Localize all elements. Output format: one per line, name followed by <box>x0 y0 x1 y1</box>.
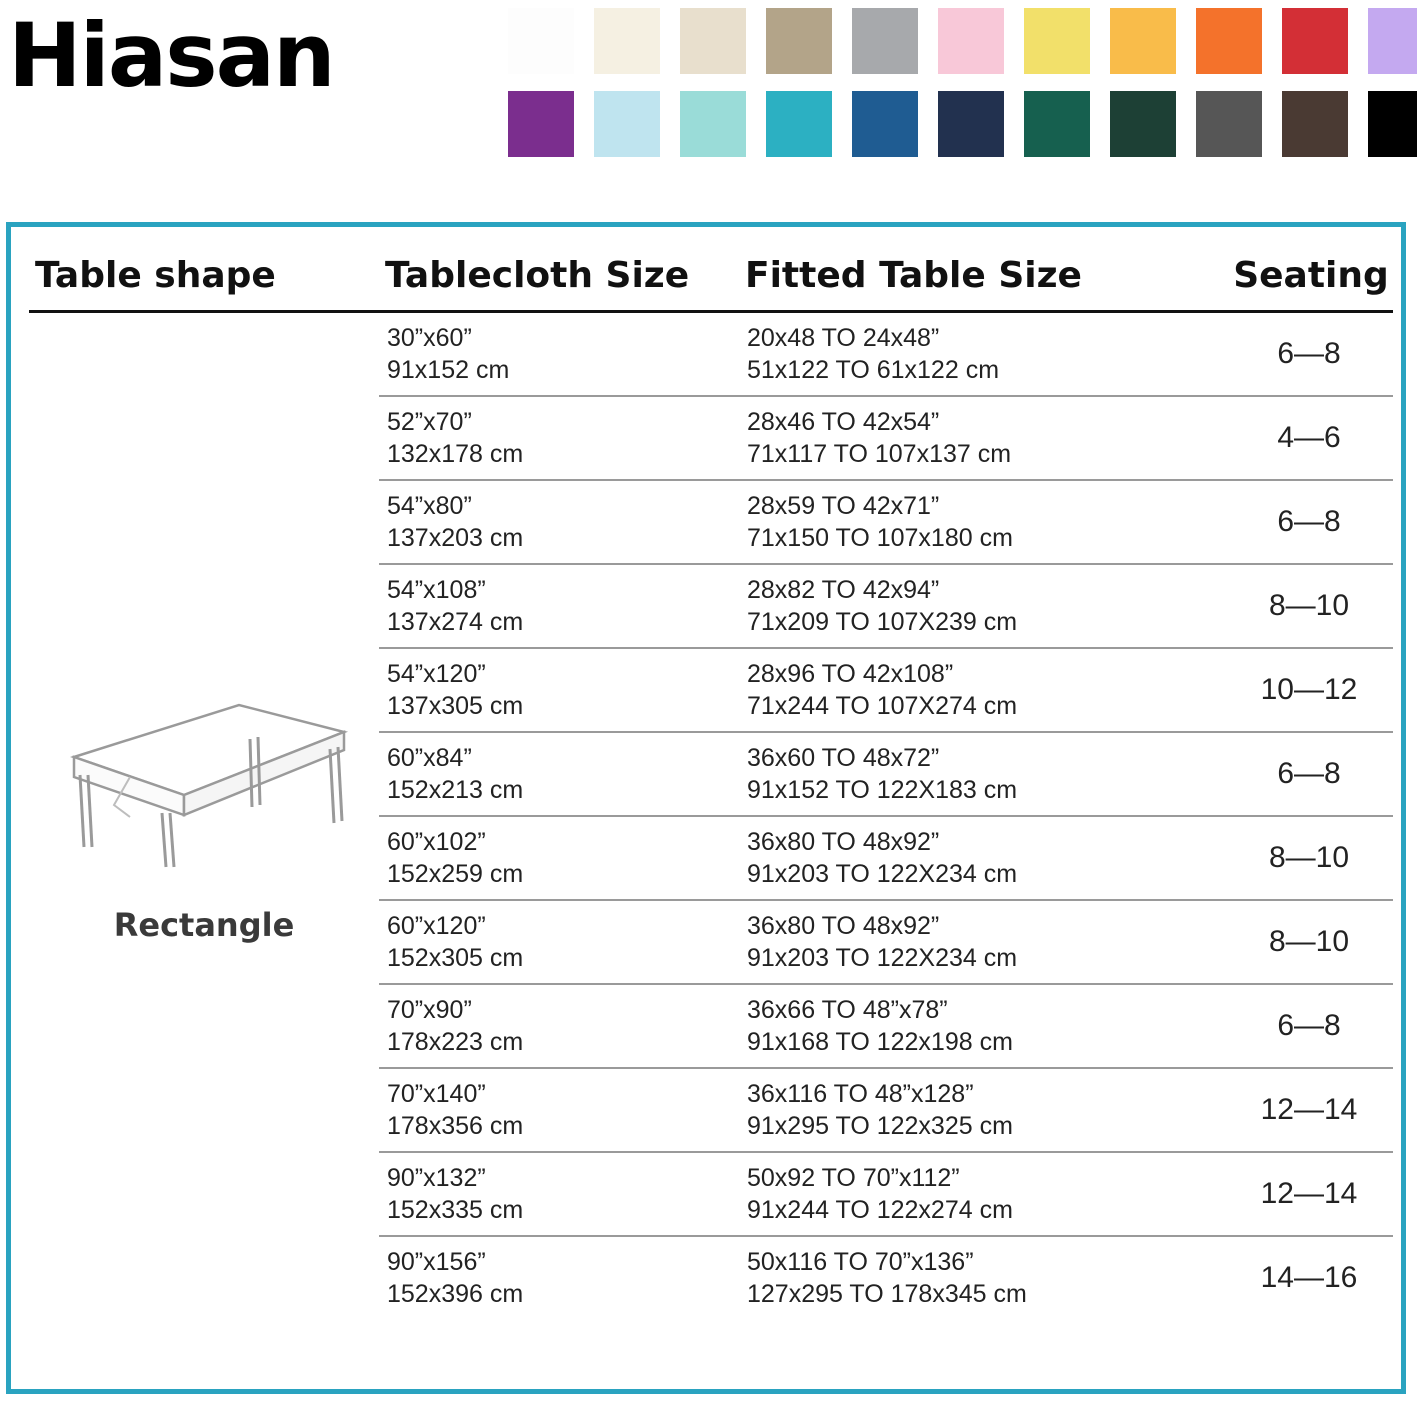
color-swatch-r1-6 <box>938 8 1004 74</box>
header-seating: Seating <box>1233 255 1389 296</box>
table-shape-cell <box>29 312 379 1320</box>
fitted-size-in: 36x66 TO 48”x78” <box>747 996 948 1024</box>
tablecloth-size-in: 70”x140” <box>387 1080 486 1108</box>
fitted-size-in: 36x80 TO 48x92” <box>747 912 940 940</box>
fitted-size-in: 20x48 TO 24x48” <box>747 324 940 352</box>
fitted-size-in: 28x59 TO 42x71” <box>747 492 940 520</box>
tablecloth-size-cell <box>379 480 739 564</box>
fitted-size-in: 36x80 TO 48x92” <box>747 828 940 856</box>
fitted-table-size-cell <box>739 816 1229 900</box>
tablecloth-size-in: 54”x108” <box>387 576 486 604</box>
color-swatch-r2-3 <box>680 91 746 157</box>
tablecloth-size-cm: 178x356 cm <box>387 1112 524 1140</box>
color-swatch-r2-7 <box>1024 91 1090 157</box>
seating-cell: 6—8 <box>1229 480 1393 564</box>
fitted-size-in: 50x92 TO 70”x112” <box>747 1164 960 1192</box>
color-swatch-r1-1 <box>508 8 574 74</box>
color-swatch-r2-5 <box>852 91 918 157</box>
color-swatch-r2-8 <box>1110 91 1176 157</box>
header-fitted-table-size: Fitted Table Size <box>745 255 1082 296</box>
tablecloth-size-cm: 137x203 cm <box>387 524 524 552</box>
tablecloth-size-in: 90”x132” <box>387 1164 486 1192</box>
table-shape-label: Rectangle <box>113 905 295 944</box>
tablecloth-size-cell <box>379 1236 739 1319</box>
tablecloth-size-in: 60”x102” <box>387 828 486 856</box>
color-swatch-r1-2 <box>594 8 660 74</box>
table-header-row <box>29 255 1393 312</box>
fitted-table-size-cell <box>739 732 1229 816</box>
tablecloth-size-in: 52”x70” <box>387 408 472 436</box>
tablecloth-size-in: 90”x156” <box>387 1248 486 1276</box>
seating-cell: 8—10 <box>1229 564 1393 648</box>
fitted-table-size-cell <box>739 1152 1229 1236</box>
tablecloth-size-cell <box>379 396 739 480</box>
color-swatch-r2-10 <box>1282 91 1348 157</box>
fitted-size-in: 36x60 TO 48x72” <box>747 744 940 772</box>
tablecloth-size-cell <box>379 900 739 984</box>
swatch-row-1 <box>508 8 1417 74</box>
tablecloth-size-cm: 152x305 cm <box>387 944 524 972</box>
tablecloth-size-cell <box>379 564 739 648</box>
color-swatch-r1-3 <box>680 8 746 74</box>
tablecloth-size-cm: 137x305 cm <box>387 692 524 720</box>
tablecloth-size-cm: 91x152 cm <box>387 356 510 384</box>
table-row <box>29 312 1393 397</box>
color-swatch-r2-4 <box>766 91 832 157</box>
seating-cell: 4—6 <box>1229 396 1393 480</box>
fitted-size-cm: 51x122 TO 61x122 cm <box>747 356 1000 384</box>
color-swatch-r2-2 <box>594 91 660 157</box>
fitted-table-size-cell <box>739 1236 1229 1319</box>
fitted-table-size-cell <box>739 900 1229 984</box>
fitted-table-size-cell <box>739 984 1229 1068</box>
fitted-size-cm: 127x295 TO 178x345 cm <box>747 1280 1027 1308</box>
swatch-row-2 <box>508 91 1417 157</box>
brand-logo: Hiasan <box>8 4 334 107</box>
fitted-size-cm: 91x295 TO 122x325 cm <box>747 1112 1013 1140</box>
tablecloth-size-cell <box>379 1152 739 1236</box>
tablecloth-size-cm: 152x259 cm <box>387 860 524 888</box>
color-swatch-r1-10 <box>1282 8 1348 74</box>
seating-cell: 14—16 <box>1260 1260 1358 1294</box>
color-swatch-r2-11 <box>1368 91 1417 157</box>
color-swatch-palette <box>508 8 1417 174</box>
color-swatch-r1-5 <box>852 8 918 74</box>
fitted-size-in: 28x96 TO 42x108” <box>747 660 954 688</box>
color-swatch-r2-1 <box>508 91 574 157</box>
seating-cell: 12—14 <box>1229 1152 1393 1236</box>
fitted-table-size-cell <box>739 564 1229 648</box>
tablecloth-size-in: 60”x84” <box>387 744 472 772</box>
fitted-size-cm: 91x203 TO 122X234 cm <box>747 860 1018 888</box>
rectangle-table-icon <box>44 687 364 887</box>
color-swatch-r1-7 <box>1024 8 1090 74</box>
seating-cell: 6—8 <box>1229 732 1393 816</box>
tablecloth-size-cm: 137x274 cm <box>387 608 524 636</box>
table-head <box>29 255 1393 312</box>
fitted-table-size-cell <box>739 480 1229 564</box>
seating-cell: 6—8 <box>1229 312 1393 397</box>
fitted-table-size-cell <box>739 312 1229 397</box>
color-swatch-r2-9 <box>1196 91 1262 157</box>
tablecloth-size-in: 60”x120” <box>387 912 486 940</box>
color-swatch-r1-4 <box>766 8 832 74</box>
fitted-size-in: 50x116 TO 70”x136” <box>747 1248 974 1276</box>
tablecloth-size-in: 30”x60” <box>387 324 472 352</box>
fitted-size-cm: 91x244 TO 122x274 cm <box>747 1196 1013 1224</box>
fitted-size-cm: 71x209 TO 107X239 cm <box>747 608 1018 636</box>
fitted-size-cm: 91x168 TO 122x198 cm <box>747 1028 1013 1056</box>
fitted-size-cm: 91x203 TO 122X234 cm <box>747 944 1018 972</box>
tablecloth-size-cell <box>379 816 739 900</box>
color-swatch-r1-9 <box>1196 8 1262 74</box>
size-chart-panel <box>6 222 1406 1394</box>
color-swatch-r1-8 <box>1110 8 1176 74</box>
fitted-size-in: 28x46 TO 42x54” <box>747 408 940 436</box>
tablecloth-size-cell <box>379 648 739 732</box>
fitted-size-cm: 71x150 TO 107x180 cm <box>747 524 1013 552</box>
header-tablecloth-size: Tablecloth Size <box>385 255 690 296</box>
fitted-table-size-cell <box>739 1068 1229 1152</box>
tablecloth-size-cell <box>379 984 739 1068</box>
color-swatch-r1-11 <box>1368 8 1417 74</box>
fitted-size-in: 36x116 TO 48”x128” <box>747 1080 974 1108</box>
seating-cell: 10—12 <box>1229 648 1393 732</box>
tablecloth-size-cell <box>379 312 739 397</box>
tablecloth-size-cm: 132x178 cm <box>387 440 524 468</box>
fitted-size-cm: 71x117 TO 107x137 cm <box>747 440 1012 468</box>
fitted-table-size-cell <box>739 396 1229 480</box>
fitted-size-cm: 71x244 TO 107X274 cm <box>747 692 1018 720</box>
tablecloth-size-cm: 152x335 cm <box>387 1196 524 1224</box>
header-table-shape: Table shape <box>35 255 276 296</box>
page-header <box>0 0 1417 190</box>
fitted-size-in: 28x82 TO 42x94” <box>747 576 940 604</box>
tablecloth-size-cell <box>379 732 739 816</box>
tablecloth-size-cell <box>379 1068 739 1152</box>
tablecloth-size-in: 54”x120” <box>387 660 486 688</box>
seating-cell: 12—14 <box>1229 1068 1393 1152</box>
table-body <box>29 312 1393 1320</box>
tablecloth-size-cm: 178x223 cm <box>387 1028 524 1056</box>
tablecloth-size-in: 54”x80” <box>387 492 472 520</box>
tablecloth-size-in: 70”x90” <box>387 996 472 1024</box>
tablecloth-size-cm: 152x213 cm <box>387 776 524 804</box>
seating-cell: 6—8 <box>1229 984 1393 1068</box>
seating-cell: 8—10 <box>1229 816 1393 900</box>
tablecloth-size-cm: 152x396 cm <box>387 1280 524 1308</box>
fitted-size-cm: 91x152 TO 122X183 cm <box>747 776 1018 804</box>
size-chart-table <box>29 255 1393 1319</box>
color-swatch-r2-6 <box>938 91 1004 157</box>
seating-cell: 8—10 <box>1229 900 1393 984</box>
fitted-table-size-cell <box>739 648 1229 732</box>
